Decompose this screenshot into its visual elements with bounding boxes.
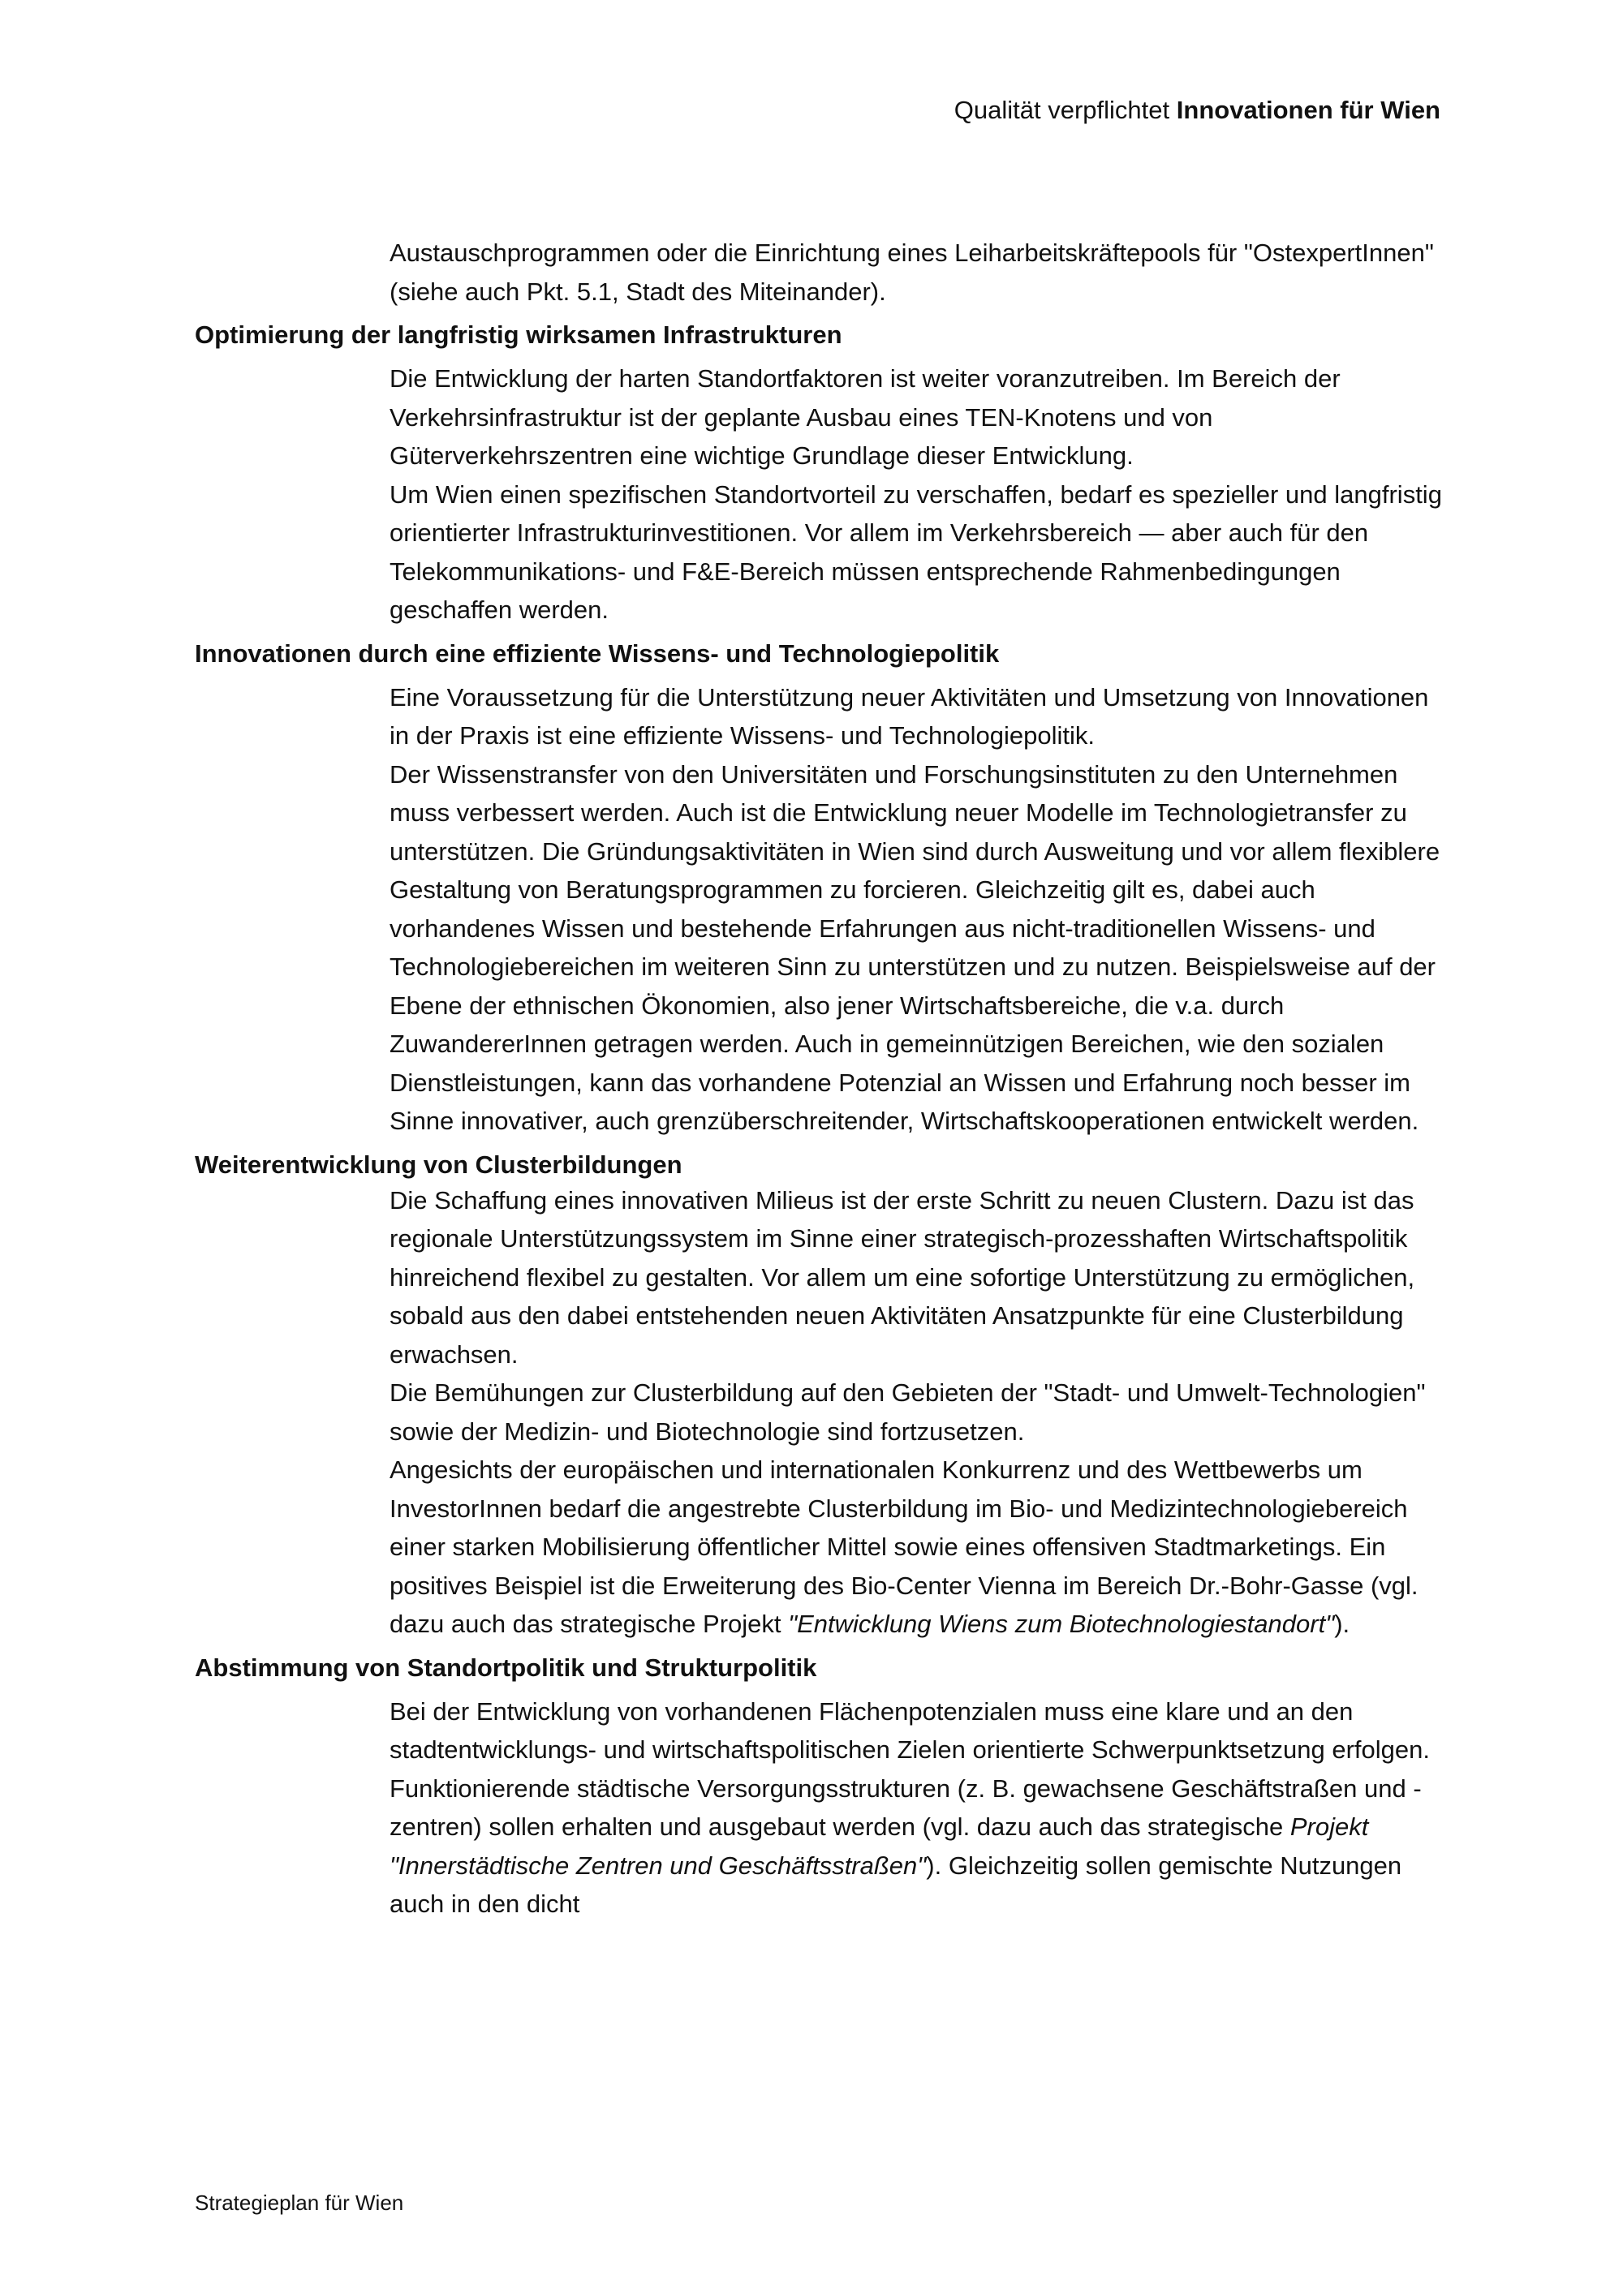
infrastruktur-paragraph-2: Um Wien einen spezifischen Standortvorteil zu verschaffen, bedarf es spezieller und langfristig orientierter Infrastrukturinvestitionen. Vor allem im Verkehrsbereich — aber auch für den Telekommunikations- und F&E-Bereich müssen entsprechende Rahmenbedingungen geschaffen werden.	[390, 479, 1442, 624]
standort-paragraph-1-end: ). Gleichzeitig sollen gemischte Nutzungen auch in den dicht	[390, 1851, 1402, 1918]
document-body	[195, 234, 1444, 1924]
page-footer: Strategieplan für Wien	[195, 2191, 404, 2215]
cluster-paragraph-3-end: ).	[1334, 1610, 1350, 1638]
cluster-paragraph-2: Die Bemühungen zur Clusterbildung auf den Gebieten der "Stadt- und Umwelt-Technologien" sowie der Medizin- und Biotechnologie sind fortzusetzen.	[390, 1378, 1426, 1446]
standort-paragraph-1-text: Bei der Entwicklung von vorhandenen Flächenpotenzialen muss eine klare und an den stadtentwicklungs- und wirtschaftspolitischen Zielen orientierte Schwerpunktsetzung erfolgen. Funktionierende städtische Versorgungsstrukturen (z. B. gewachsene Geschäftstraßen und -zentren) sollen erhalten und ausgebaut werden (vgl. dazu auch das strategische	[390, 1696, 1431, 1841]
technologie-paragraph-2: Der Wissenstransfer von den Universitäten und Forschungsinstituten zu den Unternehmen muss verbessert werden. Auch ist die Entwicklung neuer Modelle im Technologietransfer zu unterstützen. Die Gründungsaktivitäten in Wien sind durch Ausweitung und vor allem flexiblere Gestaltung von Beratungsprogrammen zu forcieren. Gleichzeitig gilt es, dabei auch vorhandenes Wissen und bestehende Erfahrungen aus nicht-traditionellen Wissens- und Technologiebereichen im weiteren Sinn zu unterstützen und zu nutzen. Beispielsweise auf der Ebene der ethnischen Ökonomien, also jener Wirtschaftsbereiche, die v.a. durch ZuwandererInnen getragen werden. Auch in gemeinnützigen Bereichen, wie den sozialen Dienstleistungen, kann das vorhandene Potenzial an Wissen und Erfahrung noch besser im Sinne innovativer, auch grenzüberschreitender, Wirtschaftskooperationen entwickelt werden.	[390, 759, 1440, 1135]
intro-paragraph: Austauschprogrammen oder die Einrichtung eines Leiharbeitskräftepools für "OstexpertInnen" (siehe auch Pkt. 5.1, Stadt des Miteinander).	[390, 239, 1434, 306]
heading-standort: Abstimmung von Standortpolitik und Strukturpolitik	[195, 1653, 817, 1682]
standort-paragraph-1	[390, 1692, 1444, 1924]
header-title: Innovationen für Wien	[1176, 96, 1440, 124]
cluster-paragraph-1: Die Schaffung eines innovativen Milieus ist der erste Schritt zu neuen Clustern. Dazu ist das regionale Unterstützungssystem im Sinne einer strategisch-prozesshaften Wirtschaftspolitik hinreichend flexibel zu gestalten. Vor allem um eine sofortige Unterstützung zu ermöglichen, sobald aus den dabei entstehenden neuen Aktivitäten Ansatzpunkte für eine Clusterbildung erwachsen.	[390, 1185, 1415, 1369]
infrastruktur-paragraph-1: Die Entwicklung der harten Standortfaktoren ist weiter voranzutreiben. Im Bereich der Verkehrsinfrastruktur ist der geplante Ausbau eines TEN-Knotens und von Güterverkehrszentren eine wichtige Grundlage dieser Entwicklung.	[390, 364, 1341, 470]
heading-technologie: Innovationen durch eine effiziente Wissens- und Technologiepolitik	[195, 638, 1000, 668]
header-lead: Qualität verpflichtet	[954, 96, 1170, 124]
cluster-paragraph-3	[390, 1451, 1444, 1644]
heading-cluster: Weiterentwicklung von Clusterbildungen	[195, 1150, 682, 1179]
page-header	[954, 96, 1440, 125]
standort-project-reference: Projekt "Innerstädtische Zentren und Geschäftsstraßen"	[390, 1812, 1369, 1880]
heading-infrastruktur: Optimierung der langfristig wirksamen Infrastrukturen	[195, 320, 842, 349]
technologie-paragraph-1: Eine Voraussetzung für die Unterstützung neuer Aktivitäten und Umsetzung von Innovationen in der Praxis ist eine effiziente Wissens- und Technologiepolitik.	[390, 682, 1429, 750]
cluster-paragraph-3-text: Angesichts der europäischen und internationalen Konkurrenz und des Wettbewerbs um InvestorInnen bedarf die angestrebte Clusterbildung im Bio- und Medizintechnologiebereich einer starken Mobilisierung öffentlicher Mittel sowie eines offensiven Stadtmarketings. Ein positives Beispiel ist die Erweiterung des Bio-Center Vienna im Bereich Dr.-Bohr-Gasse (vgl. dazu auch das strategische Projekt	[390, 1455, 1419, 1638]
cluster-project-reference: "Entwicklung Wiens zum Biotechnologiestandort"	[788, 1610, 1335, 1638]
